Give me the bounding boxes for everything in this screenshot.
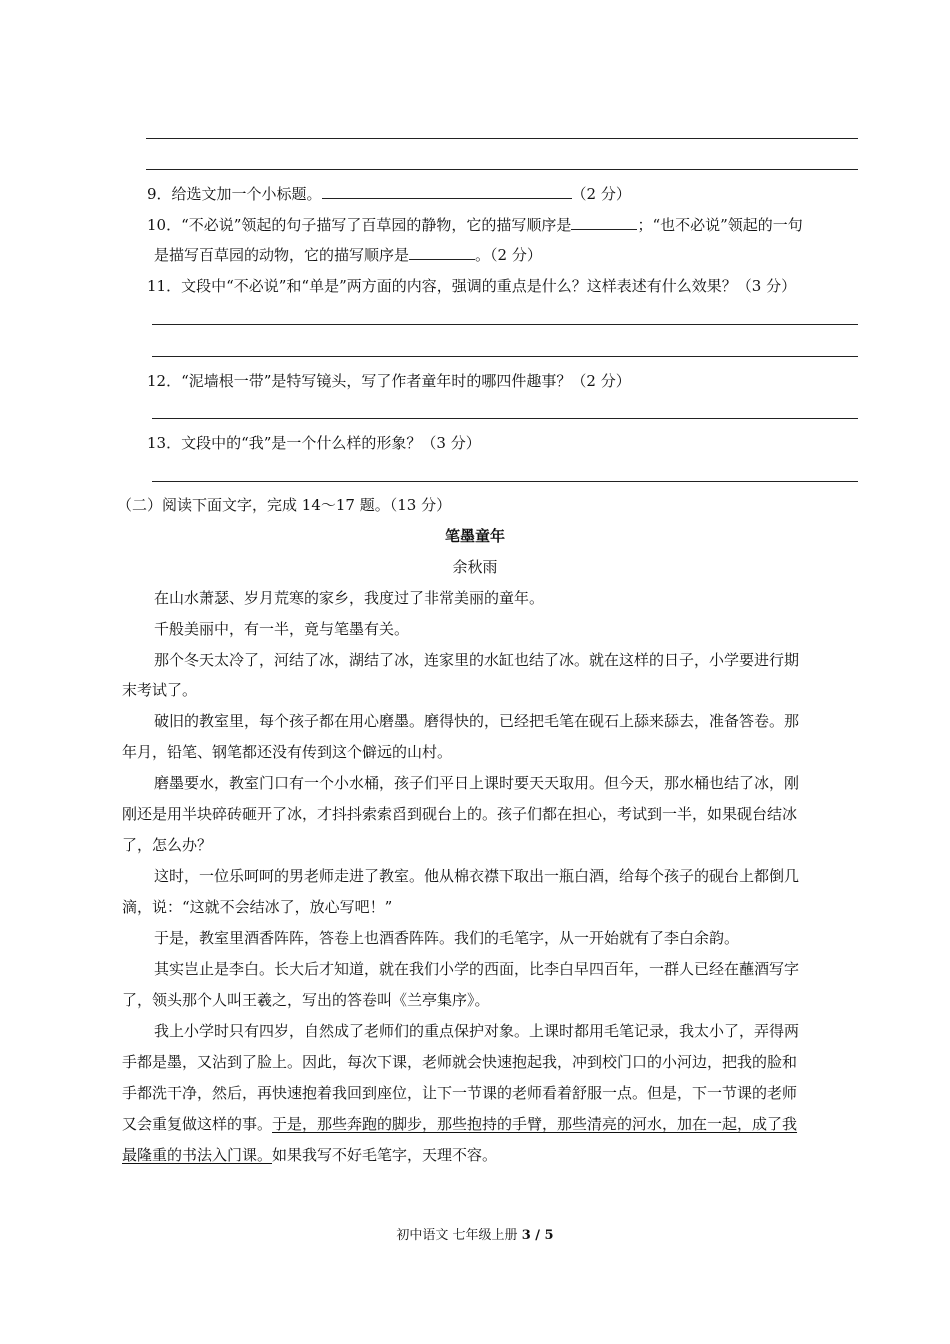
answer-line [152,418,858,419]
answer-line [146,138,858,139]
paragraph-line: 我上小学时只有四岁，自然成了老师们的重点保护对象。上课时都用毛笔记录，我太小了，弄得两 [154,1022,800,1040]
answer-line [152,356,858,357]
question-13: 13．文段中的“我”是一个什么样的形象？（3 分） [147,434,481,452]
paragraph-text: 又会重复做这样的事。 [122,1115,273,1133]
paragraph-line: 千般美丽中，有一半，竟与笔墨有关。 [154,620,410,638]
question-12: 12．“泥墙根一带”是特写镜头，写了作者童年时的哪四件趣事？（2 分） [147,372,631,390]
paragraph-line: 那个冬天太冷了，河结了冰，湖结了冰，连家里的水缸也结了冰。就在这样的日子，小学要进行期 [154,651,800,669]
question-10-text-d: 。（2 分） [475,246,542,264]
article-author: 余秋雨 [452,558,498,576]
answer-line [146,169,858,170]
page-number: 3 / 5 [521,1228,554,1243]
answer-blank[interactable] [409,245,475,260]
paragraph-line: 了，怎么办？ [122,836,213,854]
paragraph-line: 于是，教室里酒香阵阵，答卷上也酒香阵阵。我们的毛笔字，从一开始就有了李白余韵。 [154,929,740,947]
question-10-text-c: 是描写百草园的动物，它的描写顺序是 [154,246,410,264]
question-11: 11．文段中“不必说”和“单是”两方面的内容，强调的重点是什么？这样表述有什么效果？（3 分） [147,277,797,295]
paragraph-line: 其实岂止是李白。长大后才知道，就在我们小学的西面，比李白早四百年，一群人已经在蘸酒写字 [154,960,800,978]
footer-subject: 初中语文 七年级上册 [396,1228,518,1243]
paragraph-text: 如果我写不好毛笔字，天理不容。 [272,1146,498,1164]
answer-blank[interactable] [571,215,637,230]
underlined-sentence: 于是，那些奔跑的脚步，那些抱持的手臂，那些清亮的河水，加在一起，成了我 [272,1115,798,1133]
section-2-heading: （二）阅读下面文字，完成 14～17 题。（13 分） [117,496,452,514]
paragraph-line: 了，领头那个人叫王羲之，写出的答卷叫《兰亭集序》。 [122,991,490,1009]
question-10-line-1 [147,215,803,235]
paragraph-line: 手都是墨，又沾到了脸上。因此，每次下课，老师就会快速抱起我，冲到校门口的小河边，把我的脸和 [122,1053,798,1071]
answer-line [152,481,858,482]
article-title: 笔墨童年 [444,527,505,545]
question-10-line-2 [154,245,542,265]
question-10-text-a: 10．“不必说”领起的句子描写了百草园的静物，它的描写顺序是 [147,216,572,234]
question-9-score: （2 分） [571,185,631,203]
paragraph-line: 手都洗干净，然后，再快速抱着我回到座位，让下一节课的老师看着舒服一点。但是，下一节课的老师 [122,1084,798,1102]
paragraph-line [122,1114,797,1134]
paragraph-line: 刚还是用半块碎砖砸开了冰，才抖抖索索舀到砚台上的。孩子们都在担心，考试到一半，如果砚台结冰 [122,805,798,823]
paragraph-line [122,1145,497,1165]
question-9-text: 9．给选文加一个小标题。 [147,185,322,203]
question-9 [147,184,631,204]
underlined-sentence: 最隆重的书法入门课。 [122,1146,273,1164]
paragraph-line: 滴，说：“这就不会结冰了，放心写吧！” [122,898,393,916]
answer-line [152,324,858,325]
paragraph-line: 末考试了。 [122,681,198,699]
answer-blank[interactable] [322,184,572,199]
paragraph-line: 这时，一位乐呵呵的男老师走进了教室。他从棉衣襟下取出一瓶白酒，给每个孩子的砚台上都倒几 [154,867,800,885]
paragraph-line: 磨墨要水，教室门口有一个小水桶，孩子们平日上课时要天天取用。但今天，那水桶也结了冰，刚 [154,774,800,792]
question-10-text-b: ；“也不必说”领起的一句 [637,216,803,234]
paragraph-line: 在山水萧瑟、岁月荒寒的家乡，我度过了非常美丽的童年。 [154,589,545,607]
page-footer [0,1226,950,1246]
paragraph-line: 破旧的教室里，每个孩子都在用心磨墨。磨得快的，已经把毛笔在砚石上舔来舔去，准备答卷。那 [154,712,800,730]
paragraph-line: 年月，铅笔、钢笔都还没有传到这个僻远的山村。 [122,743,453,761]
